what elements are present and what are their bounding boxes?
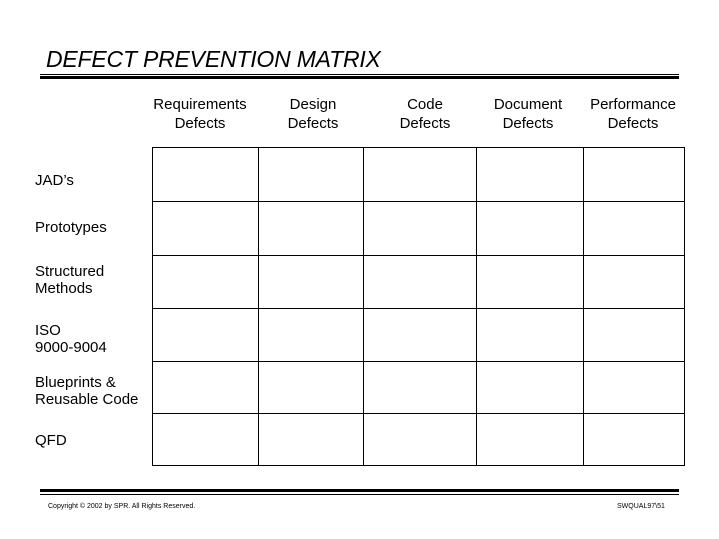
matrix-cell: [584, 414, 685, 466]
matrix-cell: [364, 256, 477, 309]
matrix-grid: [152, 147, 685, 466]
header-rule-thick: [40, 76, 679, 79]
footer-rule-thin: [40, 494, 679, 495]
matrix-cell: [259, 414, 364, 466]
page-title: DEFECT PREVENTION MATRIX: [46, 46, 381, 72]
matrix-cell: [477, 414, 584, 466]
copyright-text: Copyright © 2002 by SPR. All Rights Reserved.: [48, 503, 196, 510]
matrix-cell: [153, 202, 259, 256]
matrix-cell: [153, 256, 259, 309]
column-header-performance: Performance Defects: [590, 96, 676, 132]
matrix-cell: [259, 256, 364, 309]
matrix-row: [153, 362, 685, 414]
matrix-cell: [584, 256, 685, 309]
slide-id: SWQUAL97\51: [617, 503, 665, 510]
matrix-cell: [259, 202, 364, 256]
matrix-cell: [364, 309, 477, 362]
row-label-prototypes: Prototypes: [35, 219, 107, 236]
row-label-structured-methods: Structured Methods: [35, 263, 105, 297]
matrix-cell: [477, 256, 584, 309]
header-rule-thin: [40, 74, 679, 75]
matrix-row: [153, 256, 685, 309]
matrix-cell: [153, 309, 259, 362]
matrix-cell: [259, 362, 364, 414]
matrix-cell: [477, 148, 584, 202]
matrix-cell: [153, 414, 259, 466]
matrix-cell: [364, 148, 477, 202]
matrix-cell: [364, 202, 477, 256]
row-label-jads: JAD’s: [35, 172, 74, 189]
matrix-cell: [477, 309, 584, 362]
matrix-cell: [153, 362, 259, 414]
matrix-cell: [584, 148, 685, 202]
column-header-document: Document Defects: [493, 96, 563, 132]
matrix-cell: [364, 362, 477, 414]
matrix-cell: [259, 148, 364, 202]
matrix-row: [153, 414, 685, 466]
column-header-requirements: Requirements Defects: [153, 96, 247, 132]
matrix-row: [153, 202, 685, 256]
matrix-row: [153, 148, 685, 202]
row-label-iso: ISO 9000-9004: [35, 322, 107, 356]
row-label-qfd: QFD: [35, 432, 67, 449]
matrix-cell: [477, 202, 584, 256]
matrix-cell: [584, 309, 685, 362]
matrix-cell: [477, 362, 584, 414]
matrix-cell: [259, 309, 364, 362]
column-header-design: Design Defects: [287, 96, 339, 132]
matrix-cell: [364, 414, 477, 466]
matrix-row: [153, 309, 685, 362]
matrix-cell: [584, 362, 685, 414]
footer-rule-thick: [40, 489, 679, 492]
matrix-cell: [584, 202, 685, 256]
column-header-code: Code Defects: [399, 96, 451, 132]
matrix-cell: [153, 148, 259, 202]
row-label-blueprints: Blueprints & Reusable Code: [35, 374, 139, 408]
